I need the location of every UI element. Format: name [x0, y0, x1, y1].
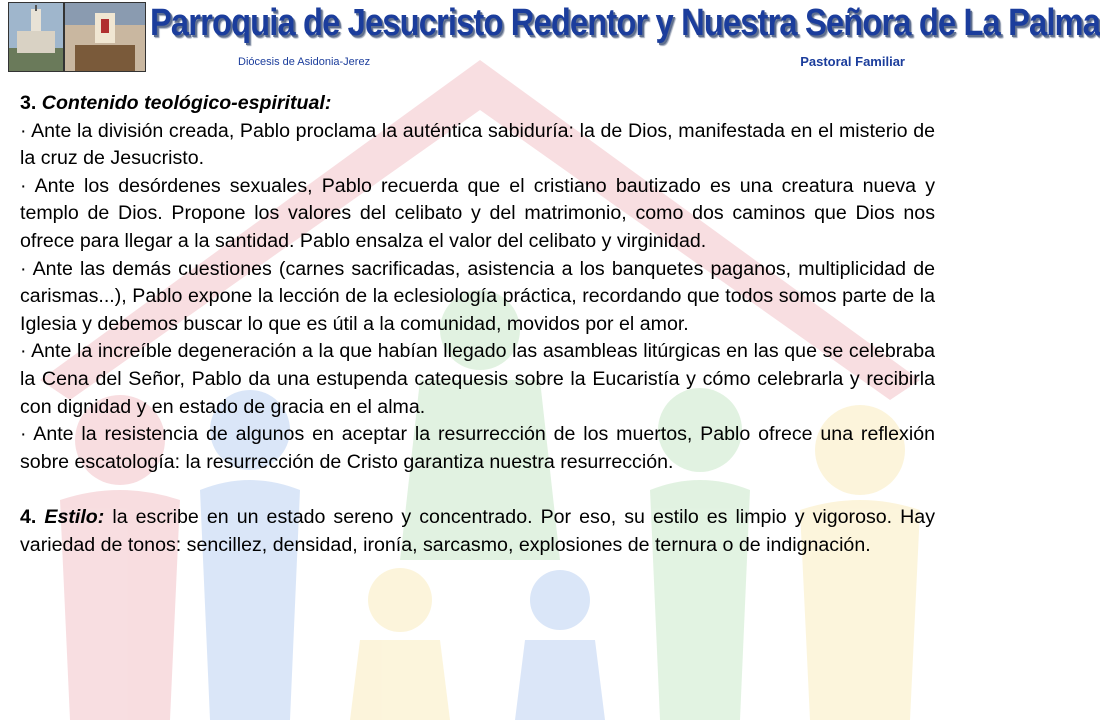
bullet-paragraph: · Ante los desórdenes sexuales, Pablo recuerda que el cristiano bautizado es una creatura nueva y templo de Dios. Propone los valores del celibato y del matrimonio, como dos caminos que Dios nos ofrece para llegar a la santidad. Pablo ensalza el valor del celibato y virginidad. [20, 174, 935, 252]
bullet-paragraph: · Ante la resistencia de algunos en aceptar la resurrección de los muertos, Pablo ofrece una reflexión sobre escatología: la resurrección de Cristo garantiza nuestra resurrección. [20, 423, 935, 473]
document-body [20, 90, 935, 559]
parish-title: Parroquia de Jesucristo Redentor y Nuestra Señora de La Palma [150, 2, 1100, 44]
page-header [0, 0, 1100, 75]
section-3-number: 3. [20, 92, 37, 114]
church-interior-photo [64, 2, 146, 72]
paragraph-gap [20, 476, 935, 504]
section-4-number: 4. [20, 505, 37, 528]
bullet-paragraph: · Ante la increíble degeneración a la que habían llegado las asambleas litúrgicas en las que se celebraba la Cena del Señor, Pablo da una estupenda catequesis sobre la Eucaristía y cómo celebrarla y recibirla con dignidad y en estado de gracia en el alma. [20, 340, 935, 418]
section-label: Pastoral Familiar [800, 54, 905, 69]
section-4-title: Estilo: [44, 505, 105, 528]
bullet-paragraph: · Ante las demás cuestiones (carnes sacrificadas, asistencia a los banquetes paganos, multiplicidad de carismas...), Pablo expone la lección de la eclesiología práctica, recordando que todos somos parte de la Iglesia y debemos buscar lo que es útil a la comunidad, movidos por el amor. [20, 257, 935, 335]
church-exterior-photo [8, 2, 64, 72]
section-3-title: Contenido teológico-espiritual: [41, 92, 332, 114]
section-4-body: la escribe en un estado sereno y concentrado. Por eso, su estilo es limpio y vigoroso. Hay variedad de tonos: sencillez, densidad, ironía, sarcasmo, explosiones de ternura o de indignación. [20, 505, 935, 556]
section-4-paragraph [20, 504, 935, 559]
bullet-paragraph: · Ante la división creada, Pablo proclama la auténtica sabiduría: la de Dios, manifestada en el misterio de la cruz de Jesucristo. [20, 119, 935, 170]
diocese-label: Diócesis de Asidonia-Jerez [238, 56, 371, 68]
section-3-heading [20, 90, 935, 118]
